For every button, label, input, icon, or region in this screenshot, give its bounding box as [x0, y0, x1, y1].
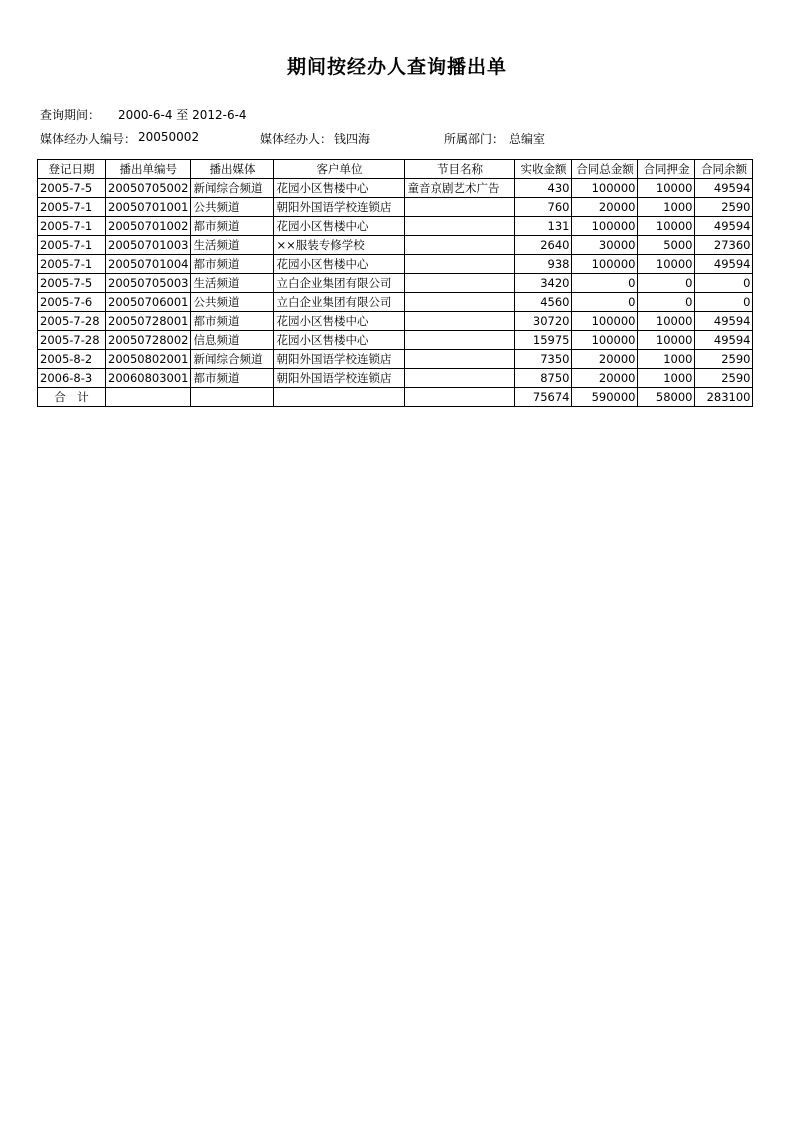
total-cell: [106, 388, 191, 407]
table-cell: 0: [638, 293, 695, 312]
table-cell: 20050705003: [106, 274, 191, 293]
table-cell: 131: [515, 217, 572, 236]
table-cell: 20050728001: [106, 312, 191, 331]
table-row: [38, 293, 753, 312]
table-cell: 2005-7-6: [38, 293, 106, 312]
table-row: [38, 236, 753, 255]
table-cell: [405, 217, 515, 236]
col-header: 实收金额: [515, 160, 572, 179]
table-cell: 都市频道: [191, 255, 274, 274]
table-cell: [405, 255, 515, 274]
table-cell: 4560: [515, 293, 572, 312]
table-cell: 0: [695, 274, 753, 293]
total-received: 75674: [515, 388, 572, 407]
table-cell: 20050701002: [106, 217, 191, 236]
table-cell: [405, 369, 515, 388]
table-cell: 20050701003: [106, 236, 191, 255]
col-header: 节目名称: [405, 160, 515, 179]
table-cell: 10000: [638, 331, 695, 350]
table-cell: ××服装专修学校: [274, 236, 405, 255]
table-cell: 3420: [515, 274, 572, 293]
table-cell: 1000: [638, 369, 695, 388]
table-cell: 2640: [515, 236, 572, 255]
table-cell: 花园小区售楼中心: [274, 179, 405, 198]
total-cell: [405, 388, 515, 407]
table-cell: 1000: [638, 350, 695, 369]
table-cell: [405, 312, 515, 331]
col-header: 播出单编号: [106, 160, 191, 179]
table-cell: 100000: [572, 312, 638, 331]
table-cell: 20050728002: [106, 331, 191, 350]
total-deposit: 58000: [638, 388, 695, 407]
table-cell: 2005-7-1: [38, 198, 106, 217]
table-cell: 100000: [572, 255, 638, 274]
table-cell: 10000: [638, 217, 695, 236]
table-cell: [405, 350, 515, 369]
table-cell: 花园小区售楼中心: [274, 312, 405, 331]
table-cell: 100000: [572, 217, 638, 236]
table-cell: 2590: [695, 350, 753, 369]
table-cell: 2005-7-28: [38, 331, 106, 350]
agent-no-label: 媒体经办人编号：: [40, 132, 137, 146]
table-cell: 生活频道: [191, 274, 274, 293]
table-cell: 0: [695, 293, 753, 312]
table-header-row: [38, 160, 753, 179]
table-cell: 20000: [572, 369, 638, 388]
table-cell: 新闻综合频道: [191, 350, 274, 369]
col-header: 合同总金额: [572, 160, 638, 179]
broadcast-table: [37, 159, 753, 407]
col-header: 合同余额: [695, 160, 753, 179]
col-header: 客户单位: [274, 160, 405, 179]
table-cell: [405, 198, 515, 217]
table-cell: 朝阳外国语学校连锁店: [274, 350, 405, 369]
table-cell: 10000: [638, 312, 695, 331]
table-cell: 2005-7-1: [38, 236, 106, 255]
table-cell: 花园小区售楼中心: [274, 255, 405, 274]
table-cell: 49594: [695, 255, 753, 274]
table-cell: 朝阳外国语学校连锁店: [274, 369, 405, 388]
table-cell: 7350: [515, 350, 572, 369]
table-row: [38, 312, 753, 331]
table-cell: 100000: [572, 179, 638, 198]
table-cell: 27360: [695, 236, 753, 255]
dept-label: 所属部门：: [444, 132, 505, 146]
table-cell: 公共频道: [191, 198, 274, 217]
table-cell: 2005-7-1: [38, 217, 106, 236]
table-row: [38, 179, 753, 198]
total-cell: [274, 388, 405, 407]
table-cell: 49594: [695, 331, 753, 350]
table-cell: 童音京剧艺术广告: [405, 179, 515, 198]
table-cell: 20000: [572, 350, 638, 369]
table-cell: 8750: [515, 369, 572, 388]
table-cell: [405, 274, 515, 293]
table-cell: 30000: [572, 236, 638, 255]
table-row: [38, 255, 753, 274]
table-cell: 49594: [695, 179, 753, 198]
dept-value: 总编室: [509, 132, 546, 146]
table-cell: 10000: [638, 255, 695, 274]
col-header: 合同押金: [638, 160, 695, 179]
table-row: [38, 331, 753, 350]
table-cell: 20050701001: [106, 198, 191, 217]
table-cell: 0: [572, 293, 638, 312]
table-cell: 49594: [695, 312, 753, 331]
col-header: 登记日期: [38, 160, 106, 179]
total-contract: 590000: [572, 388, 638, 407]
total-balance: 283100: [695, 388, 753, 407]
table-cell: [405, 331, 515, 350]
table-cell: [405, 236, 515, 255]
table-cell: 15975: [515, 331, 572, 350]
table-cell: 都市频道: [191, 217, 274, 236]
table-cell: 立白企业集团有限公司: [274, 274, 405, 293]
table-cell: 30720: [515, 312, 572, 331]
agent-label: 媒体经办人：: [260, 132, 333, 146]
total-cell: [191, 388, 274, 407]
table-cell: 10000: [638, 179, 695, 198]
table-cell: 花园小区售楼中心: [274, 217, 405, 236]
table-cell: 760: [515, 198, 572, 217]
period-value: 2000-6-4 至 2012-6-4: [118, 108, 247, 122]
table-cell: 2005-8-2: [38, 350, 106, 369]
table-cell: 2590: [695, 369, 753, 388]
period-label: 查询期间：: [40, 108, 101, 122]
table-cell: 2005-7-28: [38, 312, 106, 331]
table-cell: 20060803001: [106, 369, 191, 388]
table-cell: 430: [515, 179, 572, 198]
table-cell: 新闻综合频道: [191, 179, 274, 198]
table-cell: 20050802001: [106, 350, 191, 369]
table-row: [38, 369, 753, 388]
table-cell: 20050701004: [106, 255, 191, 274]
table-row: [38, 217, 753, 236]
table-cell: 0: [638, 274, 695, 293]
table-cell: 20050706001: [106, 293, 191, 312]
table-cell: 49594: [695, 217, 753, 236]
table-cell: 5000: [638, 236, 695, 255]
table-cell: 1000: [638, 198, 695, 217]
table-cell: 朝阳外国语学校连锁店: [274, 198, 405, 217]
table-cell: 938: [515, 255, 572, 274]
table-cell: 生活频道: [191, 236, 274, 255]
table-cell: 都市频道: [191, 312, 274, 331]
agent-value: 钱四海: [334, 132, 371, 146]
table-cell: 信息频道: [191, 331, 274, 350]
table-cell: 2005-7-5: [38, 179, 106, 198]
agent-no-value: 20050002: [138, 130, 200, 144]
page-title: 期间按经办人查询播出单: [286, 56, 507, 78]
table-cell: 公共频道: [191, 293, 274, 312]
table-cell: 2005-7-5: [38, 274, 106, 293]
table-cell: 20000: [572, 198, 638, 217]
total-row: [38, 388, 753, 407]
table-cell: 2590: [695, 198, 753, 217]
table-cell: 0: [572, 274, 638, 293]
table-cell: 2005-7-1: [38, 255, 106, 274]
table-cell: 立白企业集团有限公司: [274, 293, 405, 312]
table-row: [38, 274, 753, 293]
table-cell: 都市频道: [191, 369, 274, 388]
table-cell: 2006-8-3: [38, 369, 106, 388]
table-row: [38, 350, 753, 369]
table-cell: 花园小区售楼中心: [274, 331, 405, 350]
table-cell: 20050705002: [106, 179, 191, 198]
table-cell: 100000: [572, 331, 638, 350]
table-row: [38, 198, 753, 217]
table-cell: [405, 293, 515, 312]
total-label: 合 计: [38, 388, 106, 407]
col-header: 播出媒体: [191, 160, 274, 179]
